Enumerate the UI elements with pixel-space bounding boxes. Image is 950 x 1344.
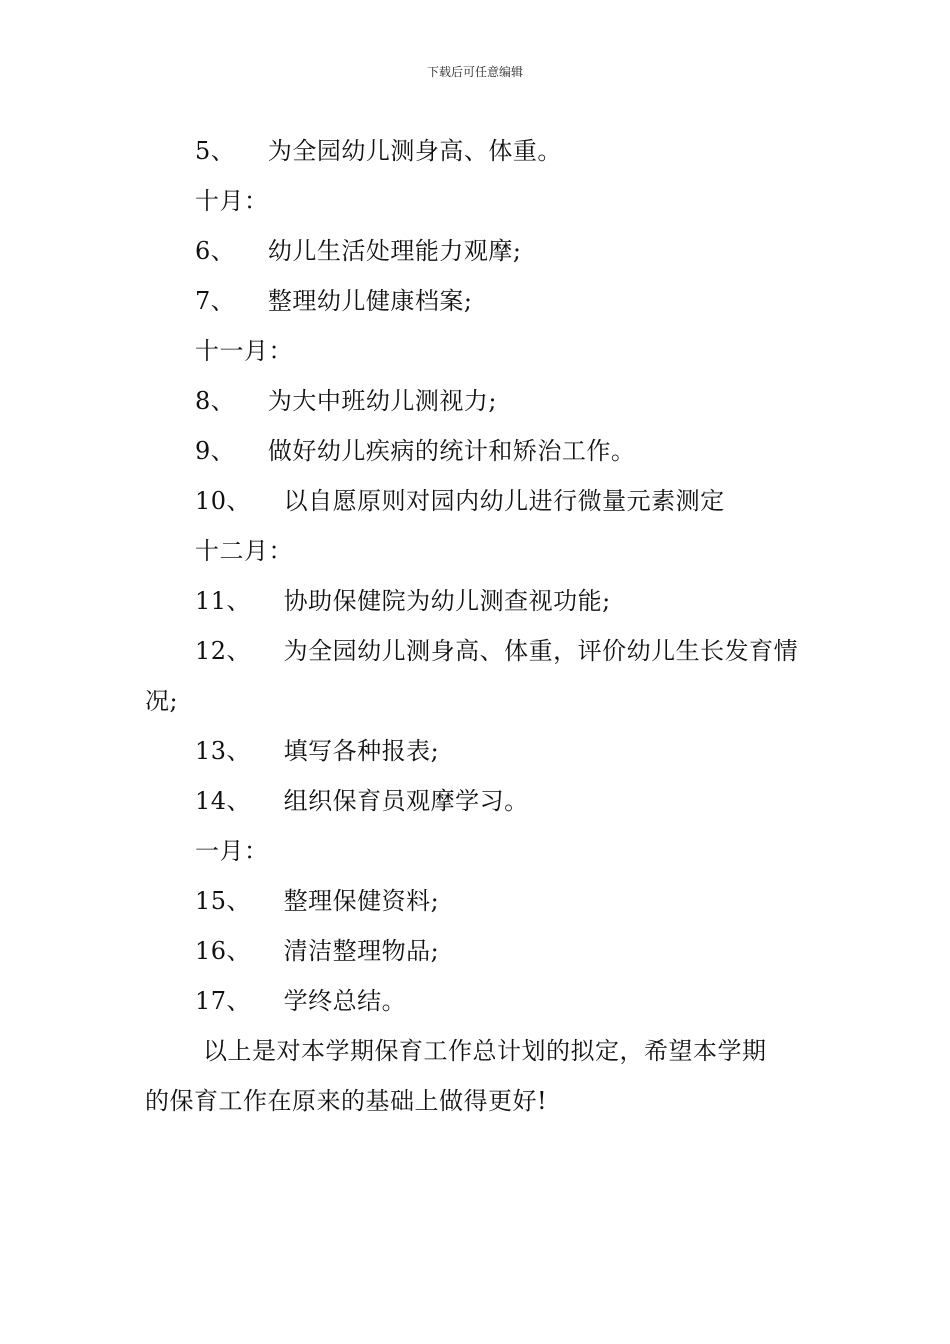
list-item — [145, 476, 815, 526]
item-number: 5、 — [195, 137, 236, 165]
item-text: 为全园幼儿测身高、体重。 — [267, 137, 562, 165]
item-text: 整理幼儿健康档案; — [267, 287, 473, 315]
list-item — [145, 726, 815, 776]
list-item — [145, 876, 815, 926]
list-item — [145, 276, 815, 326]
item-text: 整理保健资料; — [283, 887, 440, 915]
conclusion-line-1: 以上是对本学期保育工作总计划的拟定，希望本学期 — [203, 1037, 767, 1065]
item-text: 清洁整理物品; — [283, 937, 440, 965]
item-text: 为全园幼儿测身高、体重，评价幼儿生长发育情 — [283, 637, 799, 665]
month-heading: 十月： — [195, 187, 269, 215]
document-body — [145, 126, 815, 1126]
item-number: 8、 — [195, 387, 236, 415]
month-heading: 十二月： — [195, 537, 293, 565]
month-heading: 十一月： — [195, 337, 293, 365]
list-item — [145, 776, 815, 826]
item-number: 13、 — [195, 737, 252, 765]
item-text: 幼儿生活处理能力观摩; — [267, 237, 522, 265]
item-text: 以自愿原则对园内幼儿进行微量元素测定 — [283, 487, 725, 515]
month-heading: 一月： — [195, 837, 269, 865]
list-item — [145, 226, 815, 276]
item-number: 16、 — [195, 937, 252, 965]
conclusion-line-2: 的保育工作在原来的基础上做得更好! — [145, 1087, 548, 1115]
list-item — [145, 926, 815, 976]
item-text: 为大中班幼儿测视力; — [267, 387, 497, 415]
list-item — [145, 376, 815, 426]
list-item — [145, 576, 815, 626]
item-number: 12、 — [195, 637, 252, 665]
item-number: 6、 — [195, 237, 236, 265]
list-item — [145, 126, 815, 176]
item-number: 14、 — [195, 787, 252, 815]
list-item — [145, 626, 815, 676]
item-number: 15、 — [195, 887, 252, 915]
item-text: 学终总结。 — [283, 987, 407, 1015]
item-number: 9、 — [195, 437, 236, 465]
item-number: 17、 — [195, 987, 252, 1015]
item-text: 协助保健院为幼儿测查视功能; — [283, 587, 611, 615]
page-header-note: 下载后可任意编辑 — [426, 65, 523, 79]
list-item — [145, 426, 815, 476]
item-text: 做好幼儿疾病的统计和矫治工作。 — [267, 437, 636, 465]
item-number: 10、 — [195, 487, 252, 515]
item-number: 11、 — [195, 587, 252, 615]
item-number: 7、 — [195, 287, 236, 315]
item-text: 填写各种报表; — [283, 737, 440, 765]
item-text: 组织保育员观摩学习。 — [283, 787, 529, 815]
item-text-continuation: 况; — [145, 687, 179, 715]
list-item — [145, 976, 815, 1026]
